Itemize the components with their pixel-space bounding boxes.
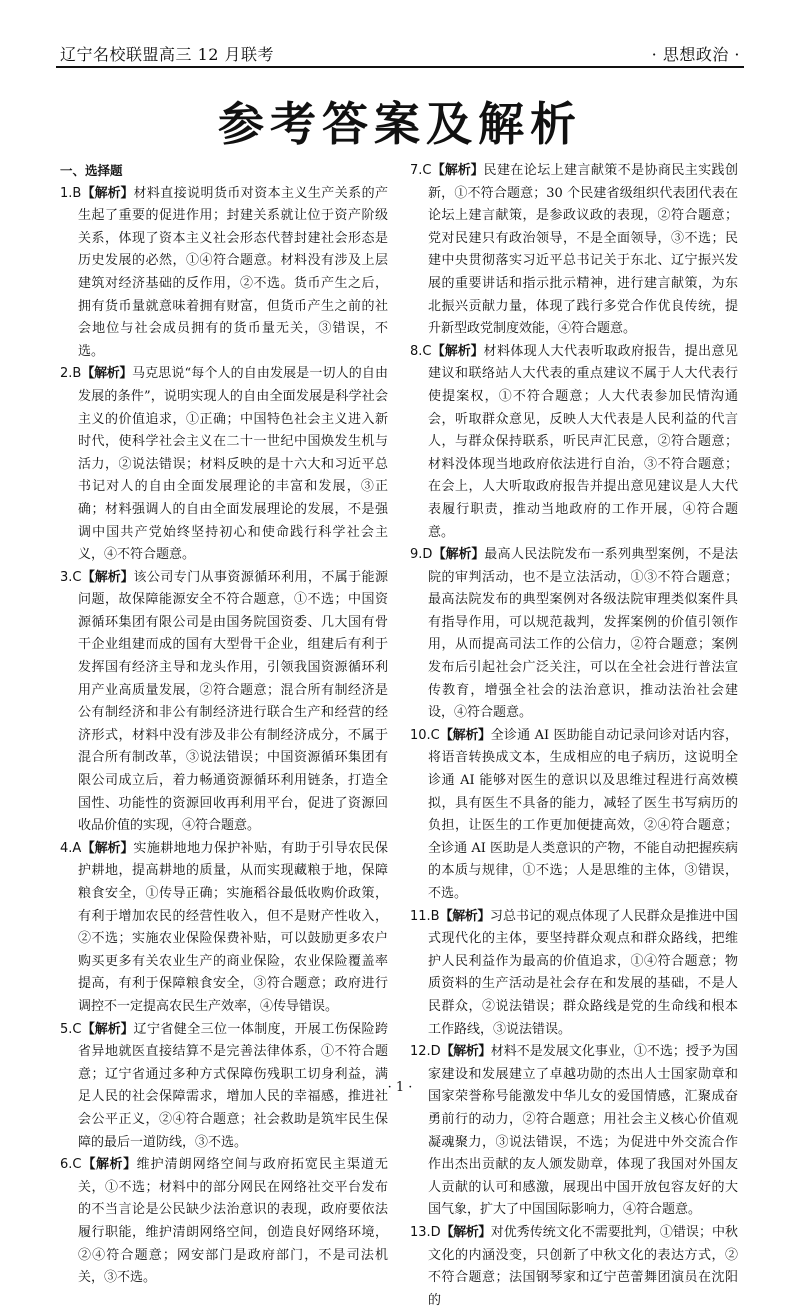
answer-text: 材料直接说明货币对资本主义生产关系的产生起了重要的促进作用；封建关系就让位于资产阶级关系，体现了资本主义社会形态代替封建社会形态是历史发展的必然，①④符合题意。材料没有涉及上层建筑对经济基础的反作用，②不选。货币产生之后，拥有货币量就意味着拥有财富，但货币产生之前的社会地位与社会成员拥有的货币量无关，③错误，不选。: [78, 185, 388, 359]
answer-item: [410, 544, 738, 725]
answer-item: [60, 567, 388, 838]
answer-number: 13.D: [410, 1224, 441, 1240]
answer-number: 5.C: [60, 1021, 82, 1037]
analysis-tag: 【解析】: [81, 185, 134, 201]
answer-item: [410, 341, 738, 544]
analysis-tag: 【解析】: [440, 1044, 491, 1060]
analysis-tag: 【解析】: [431, 343, 484, 359]
answer-number: 1.B: [60, 185, 82, 201]
analysis-tag: 【解析】: [439, 908, 490, 924]
page-title: 参考答案及解析: [218, 97, 582, 151]
answer-item: [410, 160, 738, 341]
answer-text: 材料不是发展文化事业，①不选；授予为国家建设和发展建立了卓越功勋的杰出人士国家勋章和国家荣誉称号能激发中华儿女的爱国情感，汇聚成奋勇前行的动力，②符合题意；用社会主义核心价值观凝魂聚力，③说法错误，不选；为促进中外交流合作作出杰出贡献的友人颁发勋章，体现了我国对外国友人贡献的认可和感激，展现出中国开放包容友好的大国气象，扩大了中国国际影响力，④符合题意。: [428, 1044, 738, 1218]
analysis-tag: 【解析】: [81, 569, 134, 585]
answer-item: [60, 183, 388, 364]
answer-text: 最高人民法院发布一系列典型案例，不是法院的审判活动，也不是立法活动，①③不符合题意；最高法院发布的典型案例对各级法院审理类似案件具有指导作用，可以规范裁判，发挥案例的价值引领作用，从而提高司法工作的公信力，②符合题意；案例发布后引起社会广泛关注，可以在全社会进行普法宣传教育，增强全社会的法治意识，推动法治社会建设，④符合题意。: [428, 547, 738, 721]
answer-item: [60, 363, 388, 566]
answer-text: 该公司专门从事资源循环利用，不属于能源问题，故保障能源安全不符合题意，①不选；中国资源循环集团有限公司是由国务院国资委、几大国有骨干企业组建而成的国有大型骨干企业，组建后有利于发挥国有经济主导和龙头作用，引领我国资源循环利用产业高质量发展，②符合题意；混合所有制经济是公有制经济和非公有制经济进行联合生产和经营的经济形式，材料中没有涉及非公有制经济成分，不属于混合所有制改革，③说法错误；中国资源循环集团有限公司成立后，着力畅通资源循环利用链条，打造全国性、功能性的资源回收再利用平台，促进了资源回收品价值的实现，④符合题意。: [78, 569, 388, 834]
answer-number: 3.C: [60, 569, 82, 585]
section-heading: 一、选择题: [60, 163, 123, 178]
answer-item: [60, 1154, 388, 1290]
answer-item: [410, 1222, 738, 1312]
answer-item: [60, 838, 388, 1019]
analysis-tag: 【解析】: [439, 727, 491, 743]
answer-text: 马克思说“每个人的自由发展是一切人的自由发展的条件”，说明实现人的自由全面发展是科学社会主义的价值追求，①正确；中国特色社会主义进入新时代，使科学社会主义在二十一世纪中国焕发生机与活力，②说法错误；材料反映的是十六大和习近平总书记对人的自由全面发展理论的丰富和发展，③正确；材料强调人的自由全面发展理论的发展，不是强调中国共产党始终坚持初心和使命践行科学社会主义，④不符合题意。: [78, 366, 388, 563]
answer-number: 4.A: [60, 840, 82, 856]
answer-number: 6.C: [60, 1157, 82, 1173]
analysis-tag: 【解析】: [431, 163, 484, 178]
answer-item: [410, 725, 738, 906]
page-header: [56, 40, 744, 66]
answer-text: 习总书记的观点体现了人民群众是推进中国式现代化的主体，要坚持群众观点和群众路线，把维护人民利益作为最高的价值追求，①④符合题意；物质资料的生产活动是社会存在和发展的基础，不是人民群众，②说法错误；群众路线是党的生命线和根本工作路线，③说法错误。: [428, 908, 738, 1037]
subject-name: · 思想政治 ·: [651, 45, 740, 64]
analysis-tag: 【解析】: [81, 840, 134, 856]
left-column: [60, 160, 388, 1290]
analysis-tag: 【解析】: [81, 1021, 134, 1037]
answer-text: 实施耕地地力保护补贴，有助于引导农民保护耕地，提高耕地的质量，从而实现藏粮于地，保障粮食安全，①传导正确；实施稻谷最低收购价政策，有利于增加农民的经营性收入，但不是财产性收入，②不选；实施农业保险保费补贴，可以鼓励更多农户购买更多有关农业生产的商业保险，农业保险覆盖率提高，有利于保障粮食安全，③符合题意；政府进行调控不一定提高农民生产效率，④传导错误。: [78, 840, 388, 1014]
page-number: · 1 ·: [387, 1080, 413, 1095]
analysis-tag: 【解析】: [81, 366, 132, 382]
answer-number: 12.D: [410, 1044, 441, 1060]
answer-text: 民建在论坛上建言献策不是协商民主实践创新，①不符合题意；30 个民建省级组织代表团代表在论坛上建言献策，是参政议政的表现，②符合题意；党对民建只有政治领导，不是全面领导，③不选；民建中央贯彻落实习近平总书记关于东北、辽宁振兴发展的重要讲话和指示批示精神，进行建言献策，为东北振兴贡献力量，体现了践行多党合作优良传统，提升新型政党制度效能，④符合题意。: [428, 163, 738, 337]
analysis-tag: 【解析】: [432, 547, 485, 563]
answer-text: 维护清朗网络空间与政府拓宽民主渠道无关，①不选；材料中的部分网民在网络社交平台发布的不当言论是公民缺少法治意识的表现，政府要依法履行职能，维护清朗网络空间，创造良好网络环境，②④符合题意；网安部门是政府部门，不是司法机关，③不选。: [78, 1157, 388, 1286]
header-divider: [56, 66, 744, 68]
answer-text: 全诊通 AI 医助能自动记录问诊对话内容，将语音转换成文本，生成相应的电子病历，这说明全诊通 AI 能够对医生的意识以及思维过程进行高效模拟，具有医生不具备的能力，减轻了医生书写病历的负担，让医生的工作更加便捷高效，②④符合题意；全诊通 AI 医助是人类意识的产物，不能自动把握疾病的本质与规律，①不选；人是思维的主体，③错误，不选。: [428, 727, 738, 901]
answer-item: [410, 906, 738, 1042]
answer-text: 材料体现人大代表听取政府报告，提出意见建议和联络站人大代表的重点建议不属于人大代表行使提案权，①不符合题意；人大代表参加民情沟通会，听取群众意见，反映人大代表是人民利益的代言人，与群众保持联系，听民声汇民意，②符合题意；材料没体现当地政府依法进行自治，③不符合题意；在会上，人大听取政府报告并提出意见建议是人大代表履行职责，推动当地政府的工作开展，④符合题意。: [428, 343, 738, 540]
answer-text: 辽宁省健全三位一体制度，开展工伤保险跨省异地就医直接结算不是完善法律体系，①不符合题意；辽宁省通过多种方式保障伤残职工切身利益，满足人民的社会保障需求，增加人民的幸福感，推进社会公平正义，②④符合题意；社会救助是筑牢民生保障的最后一道防线，③不选。: [78, 1021, 388, 1150]
right-column: [410, 160, 738, 1312]
answer-text: 对优秀传统文化不需要批判，①错误；中秋文化的内涵没变，只创新了中秋文化的表达方式，②不符合题意；法国钢琴家和辽宁芭蕾舞团演员在沈阳的: [428, 1224, 738, 1308]
answer-number: 2.B: [60, 366, 82, 382]
answer-number: 8.C: [410, 343, 432, 359]
answer-item: [410, 1041, 738, 1222]
analysis-tag: 【解析】: [81, 1157, 137, 1173]
answer-number: 9.D: [410, 547, 433, 563]
analysis-tag: 【解析】: [440, 1224, 491, 1240]
answer-number: 11.B: [410, 908, 440, 924]
exam-name: 辽宁名校联盟高三 12 月联考: [60, 45, 275, 64]
answer-number: 10.C: [410, 727, 440, 743]
answer-number: 7.C: [410, 163, 432, 178]
